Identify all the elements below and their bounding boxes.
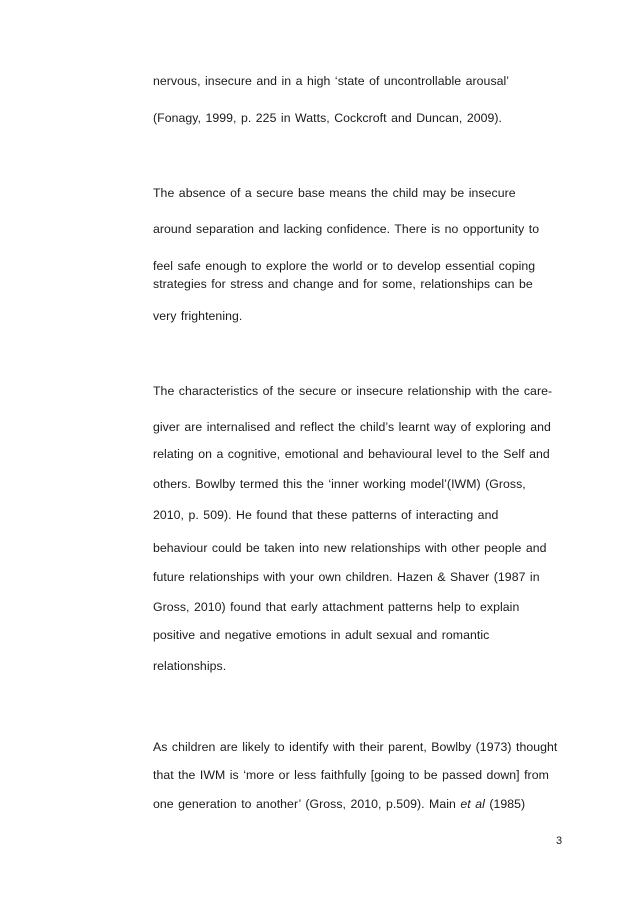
text-line: feel safe enough to explore the world or to develop essential coping — [153, 259, 536, 273]
text-line: (Fonagy, 1999, p. 225 in Watts, Cockcroft and Duncan, 2009). — [153, 111, 502, 125]
text-run: one generation to another’ (Gross, 2010, p.509). Main — [153, 797, 461, 811]
text-line — [153, 796, 525, 812]
text-line: others. Bowlby termed this the ‘inner working model’(IWM) (Gross, — [153, 477, 526, 491]
text-line: relationships. — [153, 659, 227, 673]
text-run: (1985) — [484, 797, 526, 811]
text-line: 2010, p. 509). He found that these patterns of interacting and — [153, 508, 499, 522]
italic-text: et al — [460, 797, 485, 811]
text-line: very frightening. — [153, 309, 243, 323]
text-line: strategies for stress and change and for some, relationships can be — [153, 277, 533, 291]
text-line: As children are likely to identify with their parent, Bowlby (1973) thought — [153, 740, 558, 754]
text-line: positive and negative emotions in adult sexual and romantic — [153, 628, 490, 642]
text-line: behaviour could be taken into new relationships with other people and — [153, 541, 547, 555]
text-line: future relationships with your own children. Hazen & Shaver (1987 in — [153, 570, 540, 584]
text-line: that the IWM is ‘more or less faithfully [going to be passed down] from — [153, 768, 549, 782]
text-line: The absence of a secure base means the child may be insecure — [153, 186, 516, 200]
text-line: around separation and lacking confidence. There is no opportunity to — [153, 222, 540, 236]
text-line: nervous, insecure and in a high ‘state of uncontrollable arousal’ — [153, 74, 510, 88]
text-line: giver are internalised and reflect the child’s learnt way of exploring and — [153, 420, 551, 434]
text-line: Gross, 2010) found that early attachment patterns help to explain — [153, 600, 520, 614]
text-line: relating on a cognitive, emotional and behavioural level to the Self and — [153, 447, 550, 461]
text-line: The characteristics of the secure or insecure relationship with the care- — [153, 384, 553, 398]
page-number: 3 — [556, 835, 563, 847]
